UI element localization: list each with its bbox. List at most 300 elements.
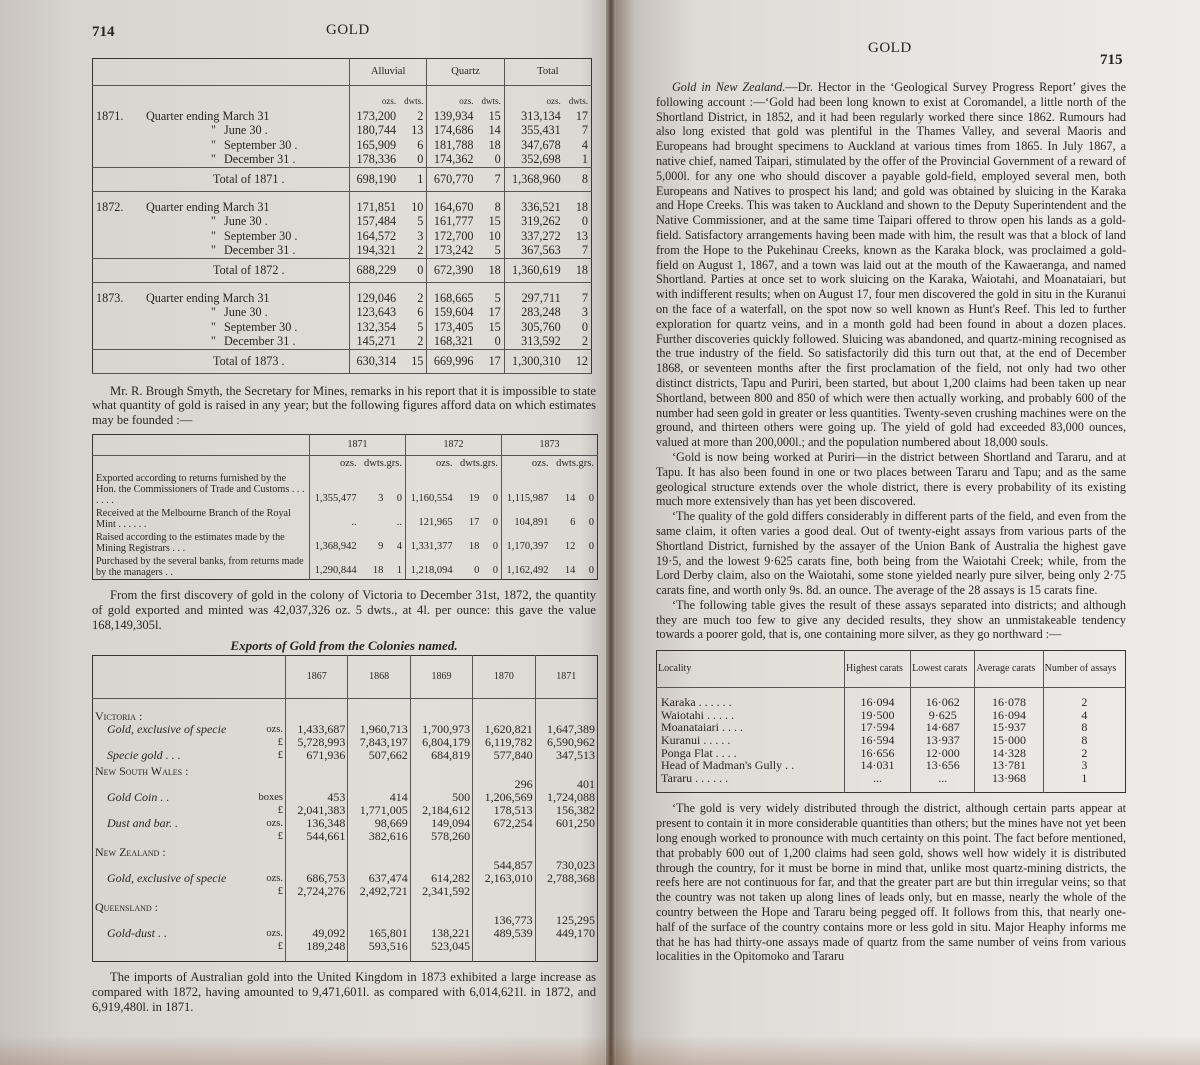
table-row <box>93 152 592 167</box>
locality: Head of Madman's Gully . . <box>661 758 795 773</box>
cell: 1,368,942 <box>310 531 360 555</box>
cell: 173,405 <box>427 320 477 335</box>
cell: 0 <box>399 258 427 282</box>
cell: 7 <box>581 243 588 258</box>
unit-label: £ <box>277 831 283 843</box>
cell: 7 <box>477 167 505 191</box>
unit-dwts-grs: dwts.grs. <box>364 457 402 469</box>
cell: 1,115,987 <box>501 472 551 507</box>
cell: 5 <box>417 214 424 229</box>
cell: 14 <box>488 123 501 138</box>
cell: 14·031 <box>845 759 911 772</box>
cell: 347,513 <box>535 749 597 762</box>
cell: 297,711 <box>504 291 563 306</box>
cell: 3 <box>417 228 424 243</box>
cell: 1,647,389 <box>535 723 597 736</box>
quarterly-production-table <box>92 58 592 374</box>
cell: 189,248 <box>286 940 348 953</box>
cell <box>473 830 535 843</box>
cell: 489,539 <box>473 927 535 940</box>
row-description: Purchased by the several banks, from returns made by the managers . . <box>96 556 304 579</box>
cell: 15 <box>488 319 501 334</box>
table-row <box>93 243 592 258</box>
cell: 1,620,821 <box>473 723 535 736</box>
cell: 13·968 <box>975 772 1043 785</box>
locality: Waiotahi . . . . . <box>661 707 735 722</box>
cell: 8 <box>1043 734 1125 747</box>
cell: 1,360,619 <box>504 258 563 282</box>
cell: 1 <box>399 167 427 191</box>
unit-ozs: ozs. <box>504 94 563 109</box>
cell: 9·625 <box>911 709 975 722</box>
cell: 16·062 <box>911 696 975 709</box>
cell: 1 <box>581 152 588 167</box>
cell: 156,382 <box>535 804 597 817</box>
cell: 382,616 <box>348 830 410 843</box>
cell: 178,513 <box>473 804 535 817</box>
table-row <box>93 927 598 940</box>
unit-label: £ <box>277 805 283 817</box>
cell: 688,229 <box>350 258 400 282</box>
cell: 15·000 <box>975 734 1043 747</box>
ditto-mark: " <box>211 243 216 258</box>
ditto-mark: " <box>211 123 216 138</box>
unit-dwts-grs: dwts.grs. <box>460 457 498 469</box>
cell: 1,331,377 <box>405 531 455 555</box>
row-label: December 31 . <box>224 152 296 167</box>
cell: 305,760 <box>504 320 563 335</box>
cell: 17 <box>488 305 501 320</box>
header-lowest: Lowest carats <box>911 651 975 688</box>
cell: 18 <box>468 540 480 552</box>
year-label: 1873. <box>96 290 124 305</box>
cell: 171,851 <box>350 200 400 215</box>
unit-dwts: dwts. <box>404 96 424 106</box>
total-row <box>93 258 592 282</box>
cell: 0 <box>492 492 498 504</box>
cell: 2,788,368 <box>535 872 597 885</box>
item-label: Gold-dust . . <box>107 926 167 941</box>
ditto-mark: " <box>211 305 216 320</box>
colony-name: New South Wales : <box>95 764 189 779</box>
cell: 9 <box>378 540 384 552</box>
cell: 1,355,477 <box>310 472 360 507</box>
cell: 523,045 <box>410 940 472 953</box>
table-row <box>93 885 598 898</box>
colony-row <box>93 843 598 859</box>
header-year: 1867 <box>286 656 348 699</box>
cell: 194,321 <box>350 243 400 258</box>
paragraph-smyth: Mr. R. Brough Smyth, the Secretary for Mines, remarks in his report that it is impossible to state what quantity of gold is raised in any year; but the following figures afford data on which estimates may be founded :— <box>92 383 596 428</box>
cell: 1,368,960 <box>504 167 563 191</box>
cell: 6,804,179 <box>410 736 472 749</box>
cell: 2,184,612 <box>410 804 472 817</box>
cell: 367,563 <box>504 243 563 258</box>
paragraph-quality: ‘The quality of the gold differs considerably in different parts of the field, and even from the same claim, it often varies a good deal. Out of twenty-eight assays from various parts of the Shortland District, furnished by the assayer of the Union Bank of Australia the highest gave 19·5, and the lowest 9·625 carats fine, both being from the Waiotahi Creek; while, from the Lord Derby claim, also on the Waiotahi, some stone yielded nearly pure silver, being only 2·75 carats fine, and worth only 9s. 8d. an ounce. The average of the 28 assays is 15 carats fine. <box>656 509 1126 598</box>
cell: 6 <box>417 305 424 320</box>
cell: 181,788 <box>427 138 477 153</box>
table-row <box>93 214 592 229</box>
cell: 14·687 <box>911 721 975 734</box>
cell: 1,290,844 <box>310 555 360 580</box>
book-gutter <box>606 0 616 1065</box>
cell: 17 <box>575 108 588 123</box>
table-row <box>93 109 592 124</box>
row-label: September 30 . <box>224 228 298 243</box>
row-label: September 30 . <box>224 137 298 152</box>
colony-row <box>93 707 598 723</box>
colony-name: New Zealand : <box>95 845 166 860</box>
cell: 19·500 <box>845 709 911 722</box>
cell: 157,484 <box>350 214 400 229</box>
cell: 601,250 <box>535 817 597 830</box>
cell <box>535 885 597 898</box>
table-row <box>93 291 592 306</box>
table-row <box>657 772 1126 785</box>
item-label: Gold Coin . . <box>107 790 170 805</box>
cell: 0 <box>588 492 594 504</box>
cell: 12 <box>564 540 576 552</box>
page-edge-shadow <box>0 1035 1200 1065</box>
cell: 1,300,310 <box>504 349 563 373</box>
table-row <box>93 320 592 335</box>
cell: .. <box>396 516 402 528</box>
row-label: June 30 . <box>224 214 268 229</box>
cell: 15·937 <box>975 721 1043 734</box>
cell: 0 <box>417 152 424 167</box>
cell: 10 <box>411 199 424 214</box>
header-1872: 1872 <box>405 434 501 455</box>
page-number-right: 715 <box>1100 52 1123 68</box>
cell: 7 <box>581 123 588 138</box>
cell: 2,492,721 <box>348 885 410 898</box>
cell: 17 <box>477 349 505 373</box>
cell: 0 <box>588 564 594 576</box>
cell: 178,336 <box>350 152 400 167</box>
unit-label: £ <box>277 941 283 953</box>
cell: 5 <box>417 319 424 334</box>
right-content <box>656 80 1126 964</box>
cell: 401 <box>535 778 597 791</box>
cell: 347,678 <box>504 138 563 153</box>
cell: 577,840 <box>473 749 535 762</box>
cell: 5 <box>494 290 501 305</box>
table-row <box>93 507 598 531</box>
paragraph-text: —Dr. Hector in the ‘Geological Survey Progress Report’ gives the following account :—‘Gold had been long known to exist at Coromandel, a little north of the Shortland District, in 1852, and it had been regularly worked there since 1862. Rumours had also long existed that gold was plentiful in the Thames Valley, and several Maoris and Europeans had brought specimens to Auckland at various times from 1865. In July 1867, a native chief, named Taipari, stimulated by the offer of the Provincial Government of a reward of 5,000l. for any one who should discover a payable gold-field, employed several men, both Europeans and Natives to prospect his land; and gold was obtained by sluicing in the Karaka and Hope Creeks. This was taken to Auckland and shown to the Deputy Superintendent and the Native Commissioner, and at the same time Taipari offered to throw open his lands as a gold-field. Satisfactory arrangements having been made with him, the result was that a block of land from the Hope to the Pukehinau Creeks, known as the Karaka block, was proclaimed a gold-field on August 1, 1867, and a town was laid out at the mouth of the Kawaeranga, and named Shortland. Parties at once set to work sluicing on the Karaka, Waiotahi, and Moanataiari, but with indifferent results; when on August 17, four men discovered the gold in situ in the Kuranui on the face of a waterfall, on the spot now so well known as Hunt's Reef. This led to further exploration for quartz veins, and in a month gold had been found in about a dozen places. Further discoveries quickly followed. Sluicing was abandoned, and quartz-mining recognised as the true industry of the field. So satisfactorily did this turn out that, at the end of December 1868, or seventeen months after the first proclamation of the field, not only had two other distinct districts, Tapu and Puriri, been started, but about 1,200 claims had been taken up near Shortland, between 800 and 850 of which were then actually working, and probably 600 of the number had seen gold in greater or less quantities. Twenty-seven crushing machines were on the ground, and thirteen others were going up. The yield of gold had exceeded 83,000 ounces, valued at more than 200,000l.; and the population numbered about 18,000 souls. <box>656 80 1126 450</box>
total-row <box>93 349 592 373</box>
cell: 165,801 <box>348 927 410 940</box>
cell: 5 <box>494 243 501 258</box>
cell: 7 <box>581 290 588 305</box>
cell: 13·781 <box>975 759 1043 772</box>
cell: 313,134 <box>504 109 563 124</box>
cell: 684,819 <box>410 749 472 762</box>
cell: 15 <box>488 214 501 229</box>
table-row <box>657 759 1126 772</box>
row-label: December 31 . <box>224 334 296 349</box>
total-label: Total of 1871 . <box>93 167 350 191</box>
colony-row <box>93 898 598 914</box>
running-head-right: GOLD <box>868 40 912 56</box>
cell <box>535 830 597 843</box>
row-description: Raised according to the estimates made by the Mining Registrars . . . <box>96 532 285 555</box>
item-label: Specie gold . . . <box>107 748 181 763</box>
cell: 173,200 <box>350 109 400 124</box>
unit-label: £ <box>277 750 283 762</box>
cell: 15 <box>488 108 501 123</box>
year-label: 1872. <box>96 199 124 214</box>
cell: 0 <box>588 540 594 552</box>
cell: 6,590,962 <box>535 736 597 749</box>
header-year: 1868 <box>348 656 410 699</box>
cell: 671,936 <box>286 749 348 762</box>
unit-ozs: ozs. <box>405 455 455 472</box>
cell: 18 <box>488 137 501 152</box>
total-label: Total of 1873 . <box>93 349 350 373</box>
cell: 132,354 <box>350 320 400 335</box>
cell: 672,390 <box>427 258 477 282</box>
cell: 172,700 <box>427 229 477 244</box>
cell: 500 <box>410 791 472 804</box>
cell: 730,023 <box>535 859 597 872</box>
cell: 0 <box>581 214 588 229</box>
cell: 14·328 <box>975 747 1043 760</box>
cell: 16·656 <box>845 747 911 760</box>
unit-ozs: ozs. <box>501 455 551 472</box>
cell: 453 <box>286 791 348 804</box>
cell: 698,190 <box>350 167 400 191</box>
cell: 180,744 <box>350 123 400 138</box>
table-row <box>93 138 592 153</box>
header-average: Average carats <box>975 651 1043 688</box>
cell: 614,282 <box>410 872 472 885</box>
ditto-mark: " <box>211 152 216 167</box>
cell: 174,362 <box>427 152 477 167</box>
cell: 2,341,592 <box>410 885 472 898</box>
table-row <box>93 817 598 830</box>
cell: 2 <box>1043 747 1125 760</box>
cell: 149,094 <box>410 817 472 830</box>
paragraph-table-intro: ‘The following table gives the result of these assays separated into districts; and although they are much too few to give any decided results, they show an unmistakeable tendency towards a poorer gold, that is, one containing more silver, as they go northward :— <box>656 597 1126 642</box>
paragraph-puriri: ‘Gold is now being worked at Puriri—in the district between Shortland and Tararu, and at Tapu. It has also been found in one or two places between Tararu and Tapu; and as the same geological structure extends over the whole district, there is every probability of its existing much more extensively than has yet been discovered. <box>656 449 1126 509</box>
cell: 136,773 <box>473 914 535 927</box>
cell: 1,433,687 <box>286 723 348 736</box>
cell: .. <box>310 507 360 531</box>
cell: 2,041,383 <box>286 804 348 817</box>
header-alluvial: Alluvial <box>350 59 427 86</box>
cell: 14 <box>564 492 576 504</box>
ditto-mark: " <box>211 137 216 152</box>
cell: 0 <box>494 152 501 167</box>
cell <box>473 885 535 898</box>
cell: 4 <box>1043 709 1125 722</box>
cell: 8 <box>1043 721 1125 734</box>
cell: 16·078 <box>975 696 1043 709</box>
unit-ozs: ozs. <box>310 455 360 472</box>
cell: 637,474 <box>348 872 410 885</box>
header-locality: Locality <box>657 651 845 688</box>
paragraph-imports: The imports of Australian gold into the United Kingdom in 1873 exhibited a large increase as compared with 1872, having amounted to 9,471,601l. as compared with 6,014,621l. in 1872, and 6,919,480l. in 1871. <box>92 970 596 1015</box>
unit-label: ozs. <box>266 928 283 940</box>
cell: 2,724,276 <box>286 885 348 898</box>
section-lead: Gold in New Zealand. <box>672 80 786 94</box>
cell: 136,348 <box>286 817 348 830</box>
header-quartz: Quartz <box>427 59 504 86</box>
item-label: Gold, exclusive of specie <box>107 871 227 886</box>
unit-dwts-grs: dwts.grs. <box>556 457 594 469</box>
cell: 123,643 <box>350 305 400 320</box>
cell: 98,669 <box>348 817 410 830</box>
cell: 319,262 <box>504 214 563 229</box>
cell: 2 <box>417 290 424 305</box>
cell: 1,771,005 <box>348 804 410 817</box>
table-row <box>93 872 598 885</box>
cell: ... <box>845 772 911 785</box>
cell: 13 <box>575 228 588 243</box>
cell: 544,661 <box>286 830 348 843</box>
table-row <box>93 200 592 215</box>
row-label: Quarter ending March 31 <box>146 199 270 214</box>
table-row <box>93 472 598 507</box>
unit-label: ozs. <box>266 818 283 830</box>
locality: Tararu . . . . . . <box>661 770 729 785</box>
cell: 49,092 <box>286 927 348 940</box>
cell: 6 <box>570 516 576 528</box>
cell: 18 <box>372 564 384 576</box>
cell: 159,604 <box>427 305 477 320</box>
row-description: Received at the Melbourne Branch of the Royal Mint . . . . . . <box>96 508 291 531</box>
cell: 18 <box>477 258 505 282</box>
item-label: Dust and bar. . <box>107 816 179 831</box>
row-label: September 30 . <box>224 319 298 334</box>
cell: 1,170,397 <box>501 531 551 555</box>
header-1871: 1871 <box>310 434 406 455</box>
cell: 12 <box>564 349 592 373</box>
cell: 337,272 <box>504 229 563 244</box>
cell: 10 <box>488 228 501 243</box>
unit-label: £ <box>277 886 283 898</box>
table-row <box>93 531 598 555</box>
cell: 0 <box>492 540 498 552</box>
cell: 139,934 <box>427 109 477 124</box>
cell: 672,254 <box>473 817 535 830</box>
header-year: 1870 <box>473 656 535 699</box>
cell: 138,221 <box>410 927 472 940</box>
cell: 19 <box>468 492 480 504</box>
cell: 1 <box>396 564 402 576</box>
unit-label: boxes <box>258 792 283 804</box>
cell: 16·094 <box>845 696 911 709</box>
ditto-mark: " <box>211 334 216 349</box>
cell: 1,162,492 <box>501 555 551 580</box>
exports-table <box>92 655 598 962</box>
cell: 5,728,993 <box>286 736 348 749</box>
blank-header <box>93 656 286 699</box>
colony-name: Queensland : <box>95 900 158 915</box>
cell: 0 <box>474 564 480 576</box>
cell: 3 <box>581 305 588 320</box>
table-row <box>93 229 592 244</box>
paragraph-distribution: ‘The gold is very widely distributed through the district, although certain parts appear at present to contain it in more considerable quantities than others; but the mines have not yet been long enough worked to pronounce with much certainty on this point. The fact before mentioned, that probably 600 out of 1,200 claims had seen gold, shows well how widely it is distributed through the country, for it must be borne in mind that, unlike most quartz-mining districts, the reefs here are not continuous for far, and that the greater part are but thin irregular veins; so that the country was not taken up along lines of leads only, but en masse, nearly the whole of the country between the Hope and Tararu being pegged off. It follows from this, that nearly one-half of the surface of the country contains more or less gold in situ. Major Heaphy informs me that he has had thirty-one assays made of quartz from the same number of veins from various localities in the Opitomoko and Tararu <box>656 801 1126 964</box>
cell: 2 <box>417 108 424 123</box>
cell: 336,521 <box>504 200 563 215</box>
colony-name: Victoria : <box>95 709 143 724</box>
cell: 16·094 <box>975 709 1043 722</box>
cell: 164,572 <box>350 229 400 244</box>
cell: 1,960,713 <box>348 723 410 736</box>
cell: 2 <box>417 334 424 349</box>
cell: 2 <box>581 334 588 349</box>
table-row <box>657 696 1126 709</box>
cell: 1,206,569 <box>473 791 535 804</box>
blank-header <box>93 59 350 86</box>
colony-row <box>93 762 598 778</box>
cell: 3 <box>1043 759 1125 772</box>
unit-label: ozs. <box>266 873 283 885</box>
cell: 8 <box>494 199 501 214</box>
row-label: June 30 . <box>224 123 268 138</box>
cell: 174,686 <box>427 123 477 138</box>
cell: 121,965 <box>405 507 455 531</box>
table-row <box>93 123 592 138</box>
locality: Ponga Flat . . . . <box>661 745 737 760</box>
cell: 507,662 <box>348 749 410 762</box>
cell: 670,770 <box>427 167 477 191</box>
running-head-left: GOLD <box>326 22 370 38</box>
header-year: 1871 <box>535 656 597 699</box>
cell: 669,996 <box>427 349 477 373</box>
cell: 630,314 <box>350 349 400 373</box>
left-content <box>92 58 596 1021</box>
row-label: Quarter ending March 31 <box>146 108 270 123</box>
cell: 6 <box>417 137 424 152</box>
total-label: Total of 1872 . <box>93 258 350 282</box>
cell: 2 <box>417 243 424 258</box>
page-number-left: 714 <box>92 24 115 40</box>
cell: 313,592 <box>504 334 563 349</box>
cell: 17 <box>468 516 480 528</box>
cell: 0 <box>492 516 498 528</box>
row-label: June 30 . <box>224 305 268 320</box>
cell: 164,670 <box>427 200 477 215</box>
cell: 544,857 <box>473 859 535 872</box>
total-row <box>93 167 592 191</box>
unit-label: £ <box>277 737 283 749</box>
cell: 17·594 <box>845 721 911 734</box>
header-total: Total <box>504 59 591 86</box>
cell: 16·594 <box>845 734 911 747</box>
cell: 296 <box>473 778 535 791</box>
row-description: Exported according to returns furnished by the Hon. the Commissioners of Trade and Customs . . . . . . . <box>96 473 305 507</box>
estimates-table <box>92 434 598 581</box>
cell: 18 <box>564 258 592 282</box>
ditto-mark: " <box>211 228 216 243</box>
cell: 15 <box>399 349 427 373</box>
cell: 1,724,088 <box>535 791 597 804</box>
item-label: Gold, exclusive of specie <box>107 722 227 737</box>
blank-header <box>93 434 310 455</box>
table-row <box>93 334 592 349</box>
cell: 13 <box>411 123 424 138</box>
cell: 14 <box>564 564 576 576</box>
unit-ozs: ozs. <box>427 94 477 109</box>
cell: 686,753 <box>286 872 348 885</box>
table-row <box>93 555 598 580</box>
paragraph-victoria-total: From the first discovery of gold in the colony of Victoria to December 31st, 1872, the quantity of gold exported and minted was 42,037,326 oz. 5 dwts., at 4l. per ounce: this gave the value 168,149,305l. <box>92 588 596 633</box>
cell: 3 <box>378 492 384 504</box>
cell: 578,260 <box>410 830 472 843</box>
cell: 145,271 <box>350 334 400 349</box>
